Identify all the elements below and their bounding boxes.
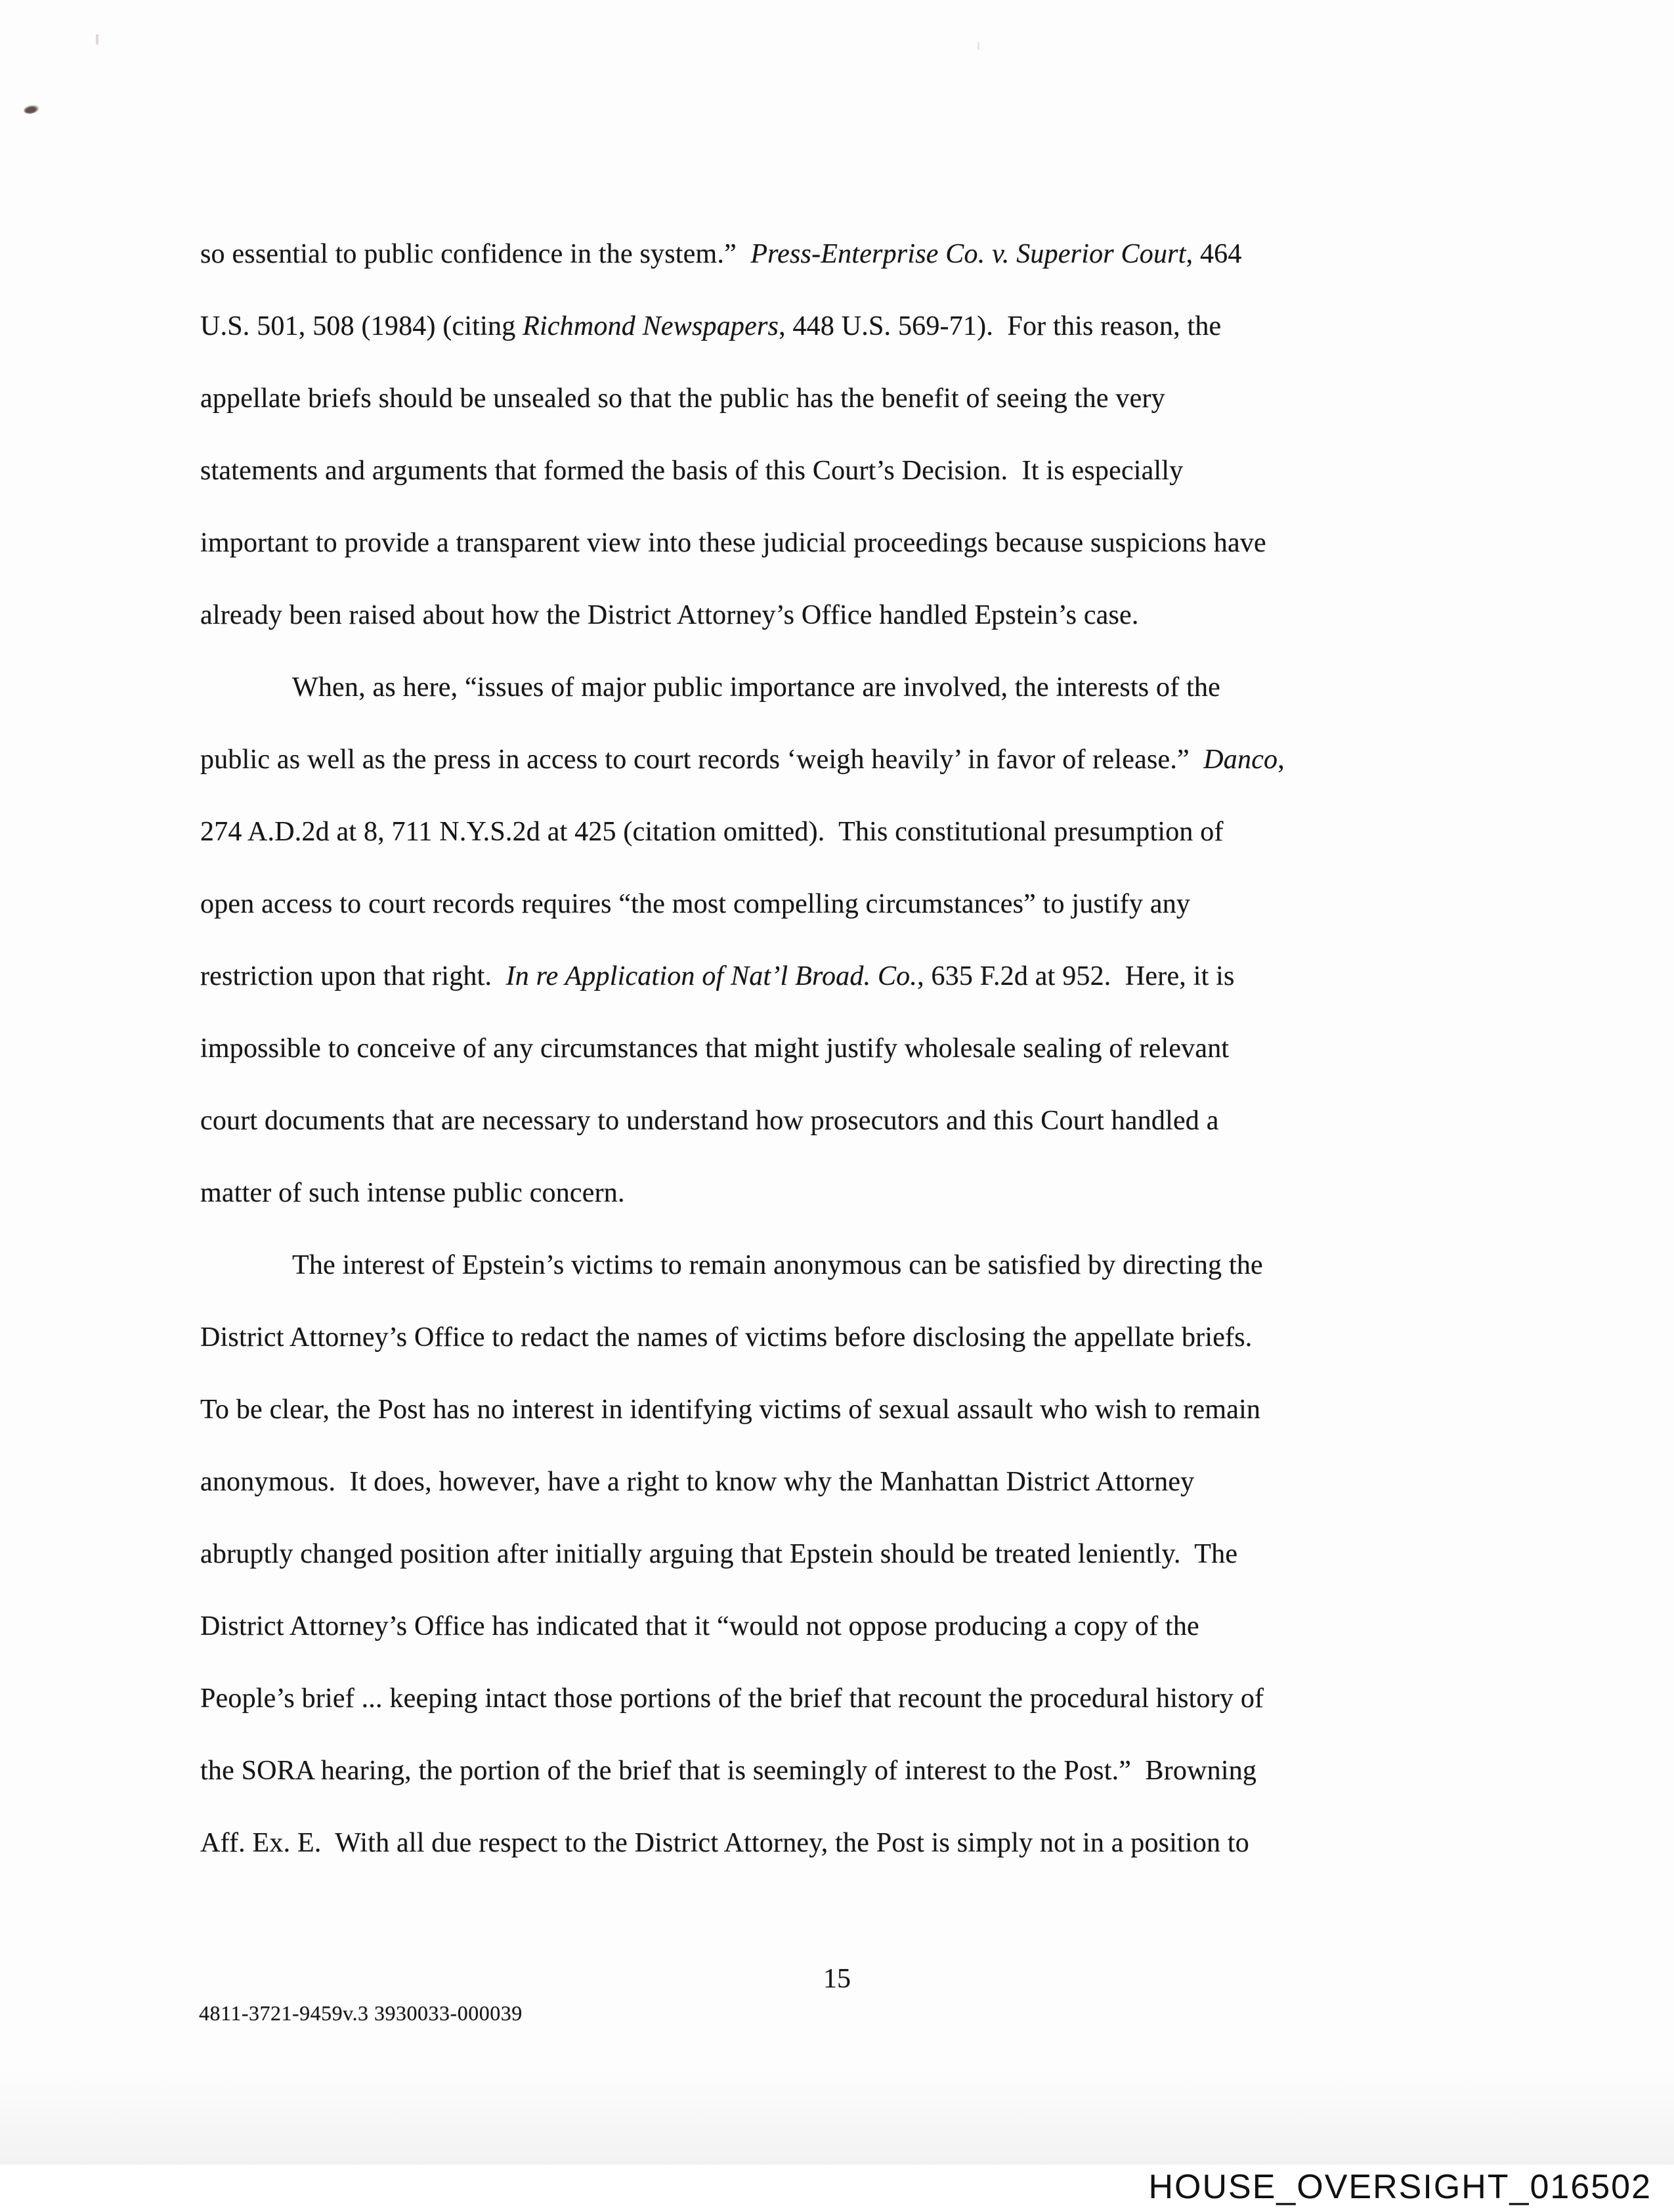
page-number: 15 [823, 1964, 851, 1994]
text-run: matter of such intense public concern. [200, 1178, 625, 1208]
text-line [200, 1662, 1448, 1735]
text-line [200, 218, 1448, 290]
text-line [200, 507, 1448, 579]
text-run: so essential to public confidence in the system.” [200, 239, 751, 269]
text-line [200, 290, 1448, 362]
text-run: , 635 F.2d at 952. Here, it is [917, 961, 1235, 991]
text-line [200, 868, 1448, 940]
text-run: 274 A.D.2d at 8, 711 N.Y.S.2d at 425 (citation omitted). This constitutional presumption of [200, 817, 1224, 847]
text-run: statements and arguments that formed the basis of this Court’s Decision. It is especially [200, 456, 1184, 486]
text-line [200, 435, 1448, 507]
text-line [200, 362, 1448, 435]
text-line [200, 1301, 1448, 1374]
scan-dash-mark [96, 34, 98, 45]
text-run: To be clear, the Post has no interest in identifying victims of sexual assault who wish to remain [200, 1395, 1261, 1425]
text-run: Press-Enterprise Co. v. Superior Court [750, 239, 1186, 269]
text-line [200, 1229, 1448, 1301]
text-run: Danco [1203, 745, 1278, 775]
text-line [200, 1012, 1448, 1085]
text-run: People’s brief ... keeping intact those portions of the brief that recount the procedural history of [200, 1683, 1264, 1714]
text-run: The interest of Epstein’s victims to remain anonymous can be satisfied by directing the [292, 1250, 1263, 1280]
text-run: anonymous. It does, however, have a right to know why the Manhattan District Attorney [200, 1467, 1195, 1497]
document-control-number: 4811-3721-9459v.3 3930033-000039 [199, 2001, 523, 2025]
text-line [200, 796, 1448, 868]
text-run: court documents that are necessary to understand how prosecutors and this Court handled a [200, 1106, 1219, 1136]
text-run: , 464 [1186, 239, 1242, 269]
text-line [200, 1085, 1448, 1157]
text-run: impossible to conceive of any circumstances that might justify wholesale sealing of relevant [200, 1033, 1230, 1064]
text-run: Richmond Newspapers [523, 311, 779, 341]
text-run: important to provide a transparent view into these judicial proceedings because suspicions have [200, 528, 1266, 558]
text-line [200, 1374, 1448, 1446]
text-run: appellate briefs should be unsealed so that the public has the benefit of seeing the very [200, 383, 1165, 414]
document-body [200, 218, 1448, 1879]
text-line [200, 940, 1448, 1012]
text-line [200, 724, 1448, 796]
text-run: District Attorney’s Office has indicated that it “would not oppose producing a copy of the [200, 1611, 1199, 1641]
text-run: U.S. 501, 508 (1984) (citing [200, 311, 523, 341]
scan-shading-band [0, 2068, 1674, 2167]
text-run: , 448 U.S. 569-71). For this reason, the [779, 311, 1222, 341]
text-run: When, as here, “issues of major public importance are involved, the interests of the [292, 672, 1220, 703]
text-run: In re Application of Nat’l Broad. Co. [505, 961, 918, 991]
text-line [200, 651, 1448, 724]
scan-speck-mark [977, 42, 979, 50]
text-run: public as well as the press in access to court records ‘weigh heavily’ in favor of release.” [200, 745, 1204, 775]
text-line [200, 1590, 1448, 1662]
text-run: open access to court records requires “the most compelling circumstances” to justify any [200, 889, 1191, 919]
text-line [200, 579, 1448, 651]
text-run: already been raised about how the District Attorney’s Office handled Epstein’s case. [200, 600, 1139, 630]
text-line [200, 1518, 1448, 1590]
text-run: the SORA hearing, the portion of the brief that is seemingly of interest to the Post.” Browning [200, 1756, 1257, 1786]
text-run: abruptly changed position after initially arguing that Epstein should be treated leniently. The [200, 1539, 1238, 1569]
text-run: restriction upon that right. [200, 961, 506, 991]
scan-smudge-mark [23, 104, 40, 116]
text-run: , [1277, 745, 1285, 775]
text-line [200, 1446, 1448, 1518]
text-line [200, 1735, 1448, 1807]
text-run: District Attorney’s Office to redact the names of victims before disclosing the appellate briefs. [200, 1322, 1253, 1353]
text-line [200, 1157, 1448, 1229]
bates-stamp: HOUSE_OVERSIGHT_016502 [1148, 2168, 1652, 2206]
text-run: Aff. Ex. E. With all due respect to the District Attorney, the Post is simply not in a position to [200, 1828, 1249, 1858]
text-line [200, 1807, 1448, 1879]
